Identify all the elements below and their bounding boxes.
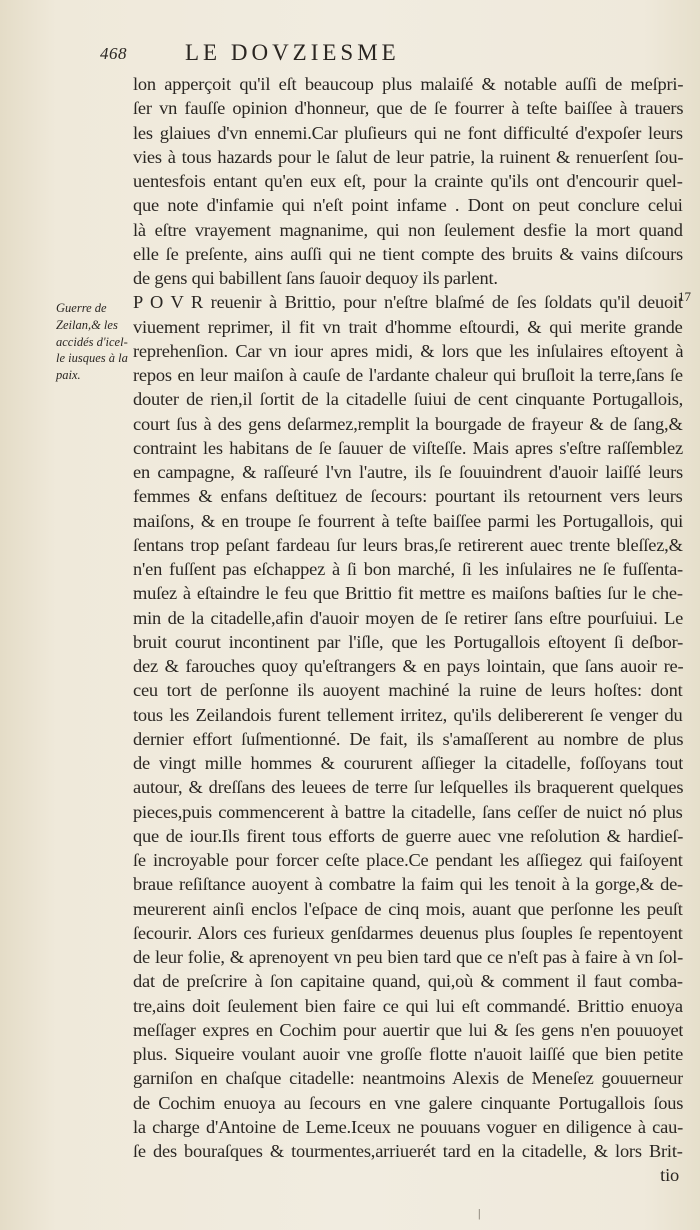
marginal-note-line: accidés d'icel- — [56, 334, 128, 349]
page-number: 468 — [100, 44, 127, 63]
text-line: de gens qui babillent ſans ſauoir dequoy ils parlent. — [133, 268, 498, 288]
text-line: muſez à eſtaindre le feu que Brittio fit mettre es maiſons baſties ſur le che- — [133, 583, 683, 604]
text-line: vies à tous hazards pour le ſalut de leur patrie, la ruinent & renuerſent ſou- — [133, 146, 683, 167]
text-line: dez & farouches quoy qu'eſtrangers & en pays lointain, que ſans auoir re- — [133, 656, 683, 676]
text-line: min de la citadelle,afin d'auoir moyen de ſe retirer ſans eſtre pourſuiui. Le — [133, 607, 683, 628]
text-line: pieces,puis commencerent à battre la citadelle, ſans ceſſer de nuict nó plus — [133, 801, 683, 822]
text-line: ſer vn fauſſe opinion d'honneur, que de ſe fourrer à teſte baiſſee à trauers — [133, 98, 683, 119]
text-line: dernier effort ſuſmentionné. De fait, ils s'amaſſerent au nombre de plus — [133, 728, 683, 749]
text-line: dat de preſcrire à ſon capitaine quand, qui,où & comment il faut comba- — [133, 971, 683, 992]
text-line: lon apperçoit qu'il eſt beaucoup plus malaiſé & notable auſſi de meſpri- — [133, 74, 683, 94]
text-line: garniſon en chaſque citadelle: neantmoins Alexis de Meneſez gouuerneur — [133, 1068, 683, 1089]
text-line: uentesfois entant qu'en eux eſt, pour la crainte qu'ils ont d'encourir quel- — [133, 171, 683, 191]
text-line: repos en leur maiſon à cauſe de l'ardante chaleur qui bruſloit la terre,ſans ſe — [133, 365, 683, 385]
text-line: en campagne, & raſſeuré l'vn l'autre, ils ſe ſouuindrent d'auoir laiſſé leurs — [133, 462, 683, 482]
text-line: la charge d'Antoine de Leme.Iceux ne pouuans voguer en diligence à cau- — [133, 1116, 683, 1137]
text-line: les glaiues d'vn ennemi.Car pluſieurs qui ne font difficulté d'expoſer leurs — [133, 122, 683, 143]
text-line: que note d'infamie qui n'eſt point infame . Dont on peut conclure celui — [133, 195, 683, 216]
text-line: bruit courut incontinent par l'iſle, que les Portugallois eſtoyent ſi deſbor- — [133, 631, 683, 652]
marginal-note-line: paix. — [56, 368, 81, 383]
text-line: viuement reprimer, il fit vn trait d'homme eſtourdi, & qui merite grande — [133, 316, 683, 337]
text-line: là eſtre vrayement magnanime, qui non ſeulement desfie la mort quand — [133, 219, 683, 240]
marginal-note — [56, 300, 134, 384]
running-title: LE DOVZIESME — [185, 40, 400, 65]
marginal-note-line: Zeilan,& les — [56, 317, 118, 332]
text-line: tre,ains doit ſeulement bien faire ce qui lui eſt commandé. Brittio enuoya — [133, 995, 683, 1016]
text-line: braue reſiſtance auoyent à combatre la faim qui les tenoit à la gorge,& de- — [133, 874, 683, 895]
text-line: ſe des bouraſques & tourmentes,arriuerét tard en la citadelle, & lors Brit- — [133, 1141, 683, 1161]
text-line: de vingt mille hommes & coururent aſſieger la citadelle, foſſoyans tout — [133, 753, 683, 773]
text-line: femmes & enfans deſtituez de ſecours: pourtant ils retournent vers leurs — [133, 486, 683, 507]
text-line: meſſager expres en Cochim pour auertir que lui & ſes gens n'en pouuoyet — [133, 1019, 683, 1040]
text-line: ſentans trop peſant fardeau ſur leurs bras,ſe retirerent auec trente bleſſez,& — [133, 534, 683, 555]
text-line: tous les Zeilandois furent tellement irritez, qu'ils delibererent ſe venger du — [133, 704, 683, 725]
page-header — [100, 40, 680, 70]
footer-mark: | — [478, 1206, 481, 1220]
text-line: court ſus à des gens deſarmez,remplit la bourgade de frayeur & de ſang,& — [133, 413, 683, 434]
text-line: autour, & dreſſans des leuees de terre ſur leſquelles ils braquerent quelques — [133, 777, 683, 798]
text-line: plus. Siqueire voulant auoir vne groſſe flotte n'auoit laiſſé que bien petite — [133, 1044, 683, 1064]
text-line: de Cochim enuoya au ſecours en vne galere cinquante Portugallois ſous — [133, 1092, 683, 1113]
catchword: tio — [660, 1165, 679, 1186]
text-line: n'en fuſſent pas eſchappez à ſi bon marché, ſi les inſulaires ne ſe fuſſenta- — [133, 559, 683, 579]
text-line: maiſons, & en troupe ſe fourrent à teſte baiſſee parmi les Portugallois, qui — [133, 510, 683, 531]
body-text — [133, 72, 683, 1188]
text-line: reprehenſion. Car vn iour apres midi, & lors que les inſulaires eſtoyent à — [133, 340, 683, 361]
text-line: ſe incroyable pour forcer ceſte place.Ce pendant les aſſiegez qui faiſoyent — [133, 850, 683, 870]
text-line: ſecourir. Alors ces furieux genſdarmes deuenus plus ſouples ſe repentoyent — [133, 922, 683, 943]
text-line: ceu tort de perſonne ils auoyent machiné la ruine de leurs hoſtes: dont — [133, 680, 683, 701]
marginal-note-line: Guerre de — [56, 301, 107, 315]
text-line: meurerent ainſi enclos l'eſpace de cinq mois, auant que perſonne les peuſt — [133, 898, 683, 919]
text-line: douter de rien,il ſortit de la citadelle ſuiui de cent cinquante Portugallois, — [133, 389, 683, 410]
right-margin-mark: 17 — [678, 289, 691, 304]
text-line: de leur folie, & aprenoyent vn peu bien tard que ce n'eſt pas à faire à vn ſol- — [133, 947, 683, 967]
marginal-note-line: le iusques à la — [56, 351, 128, 366]
text-line: que de iour.Ils firent tous efforts de guerre auec vne reſolution & hardieſ- — [133, 825, 683, 846]
text-line: elle ſe preſente, ains auſſi qui ne tient compte des bruits & vains diſcours — [133, 243, 683, 264]
text-line: contraint les habitans de ſe ſauuer de viſteſſe. Mais apres s'eſtre raſſemblez — [133, 437, 683, 458]
text-line: P O V R reuenir à Brittio, pour n'eſtre blaſmé de ſes ſoldats qu'il deuoit — [133, 292, 683, 313]
